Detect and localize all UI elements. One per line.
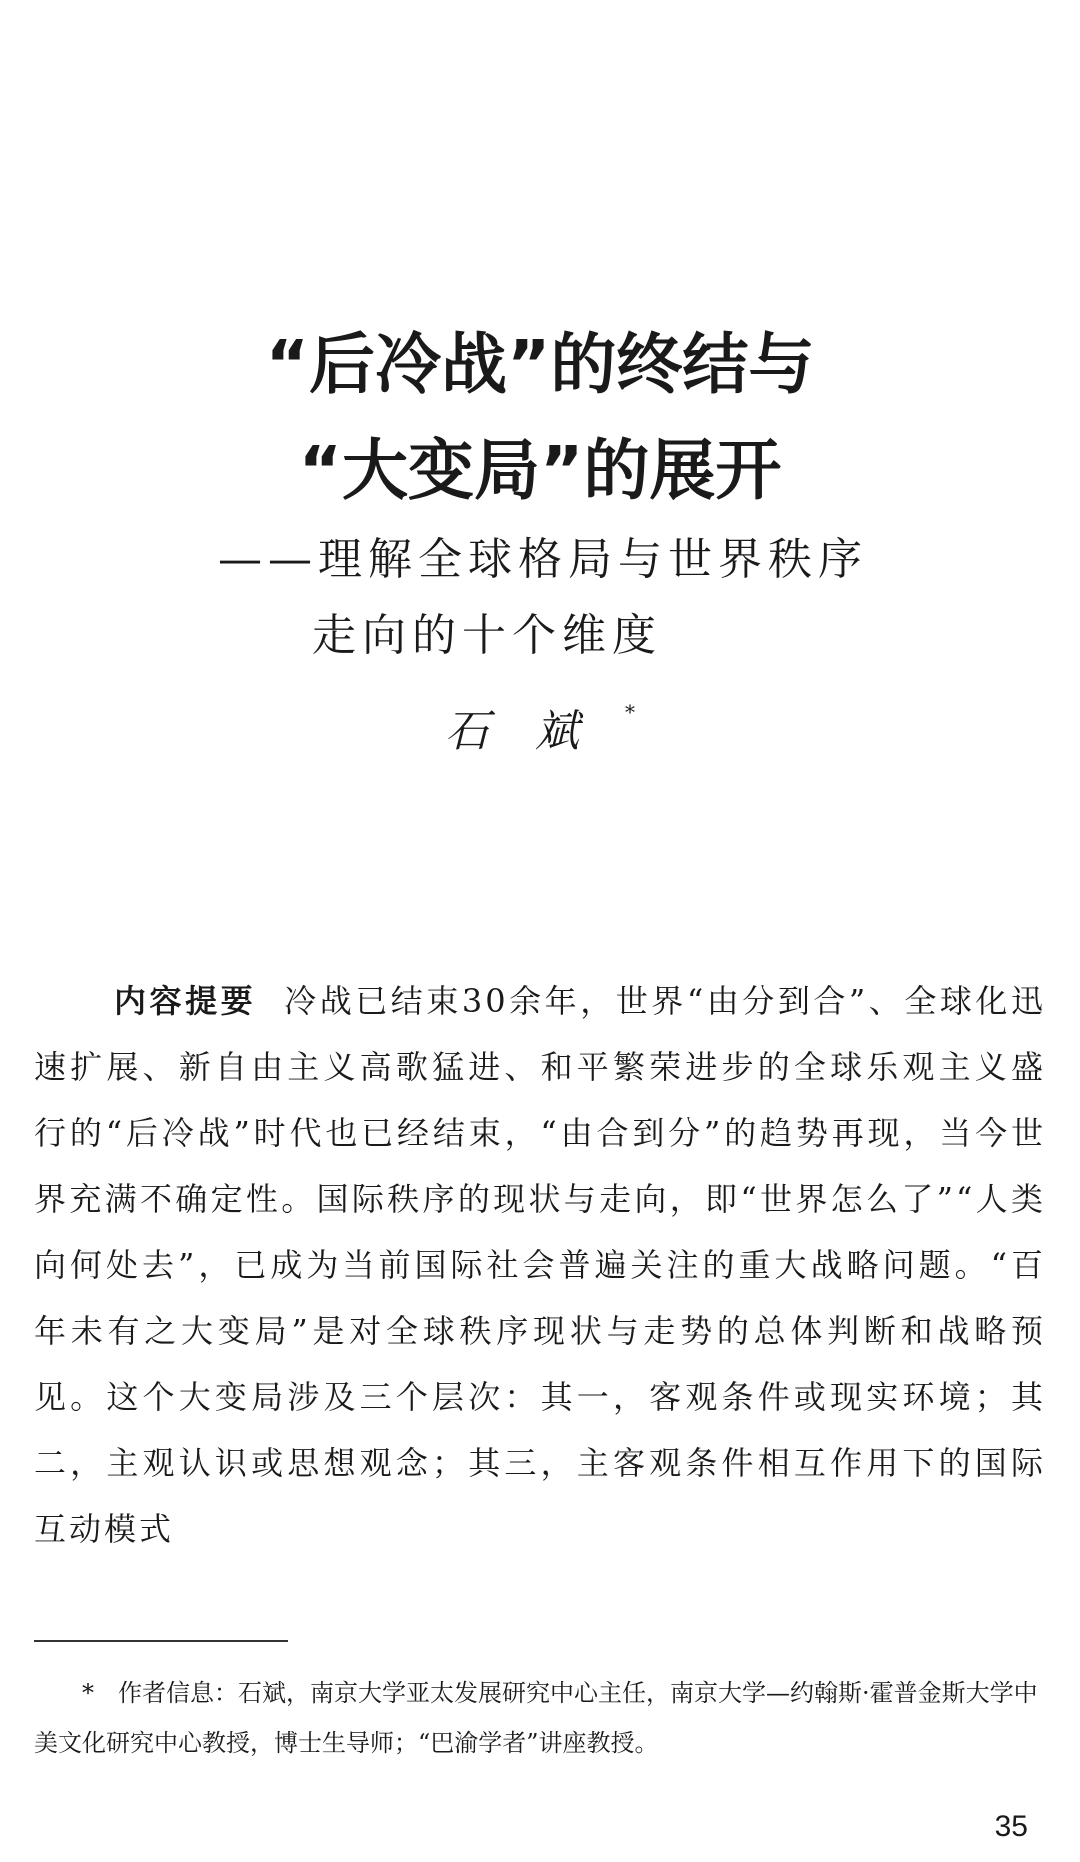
subtitle-line-2: 走向的十个维度 [312, 610, 662, 661]
footnote-divider [34, 1640, 288, 1642]
footnote [34, 1668, 1046, 1768]
subtitle-line-1: ——理解全球格局与世界秩序 [218, 534, 868, 585]
abstract [34, 968, 1046, 1562]
page-number: 35 [994, 1810, 1028, 1843]
title-line-1: “后冷战”的终结与 [265, 326, 815, 403]
author [0, 700, 1080, 757]
abstract-text: 冷战已结束30余年，世界“由分到合”、全球化迅速扩展、新自由主义高歌猛进、和平繁荣进步的全球乐观主义盛行的“后冷战”时代也已经结束，“由合到分”的趋势再现，当今世界充满不确定性。国际秩序的现状与走向，即“世界怎么了”“人类向何处去”，已成为当前国际社会普遍关注的重大战略问题。“百年未有之大变局”是对全球秩序现状与走势的总体判断和战略预见。这个大变局涉及三个层次：其一，客观条件或现实环境；其二，主观认识或思想观念；其三，主客观条件相互作用下的国际互动模式 [34, 982, 1046, 1548]
author-name: 石斌 [445, 706, 625, 757]
author-footnote-mark: * [625, 700, 635, 724]
footnote-text: 作者信息：石斌，南京大学亚太发展研究中心主任，南京大学—约翰斯·霍普金斯大学中美文化研究中心教授，博士生导师；“巴渝学者”讲座教授。 [34, 1679, 1038, 1757]
footnote-mark: * [82, 1679, 94, 1707]
abstract-label: 内容提要 [114, 982, 257, 1020]
title-line-2: “大变局”的展开 [298, 432, 782, 509]
